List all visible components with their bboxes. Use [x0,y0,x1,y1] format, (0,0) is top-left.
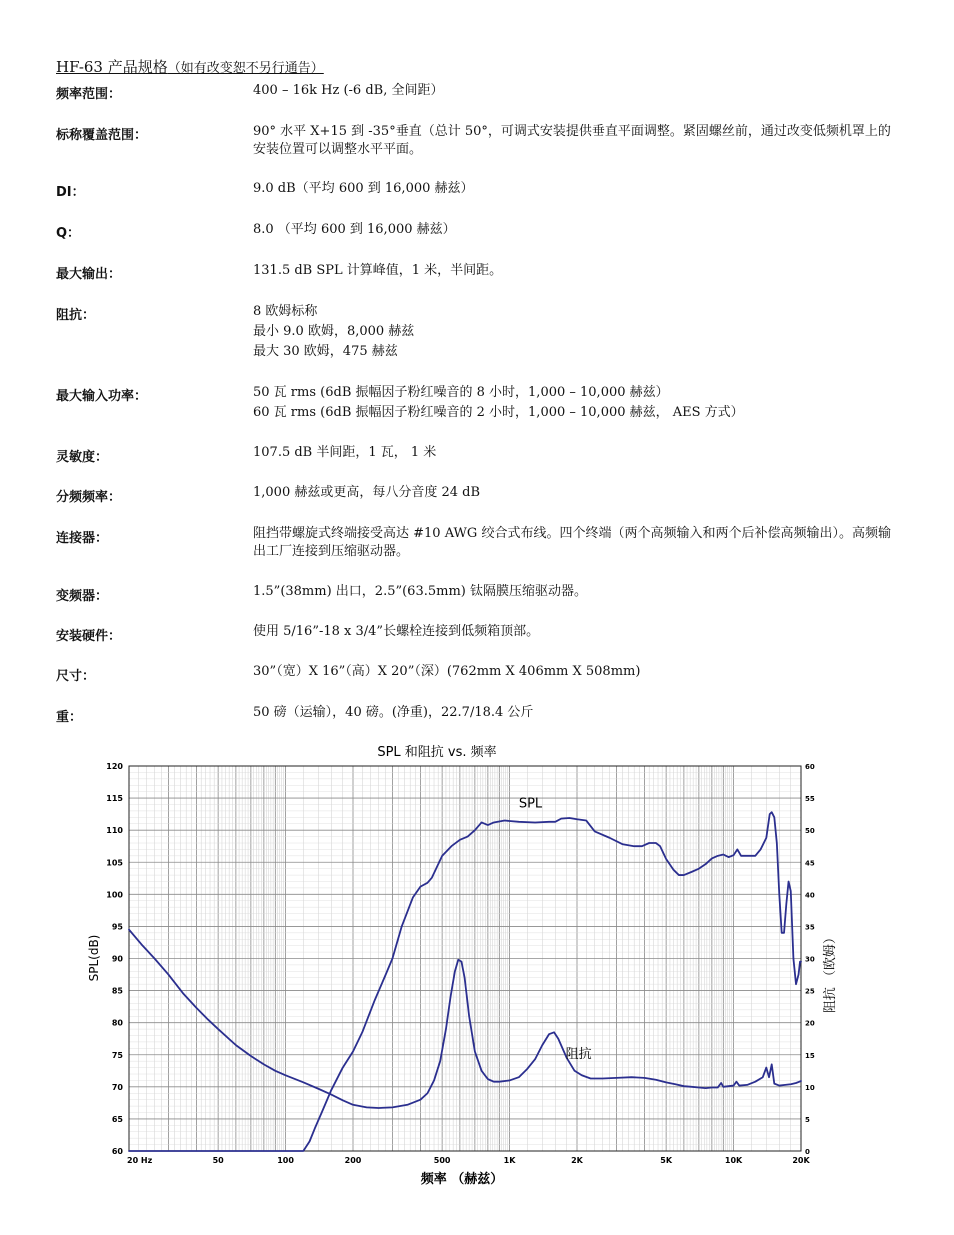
spec-line: 使用 5/16”-18 x 3/4”长螺栓连接到低频箱顶部。 [253,624,540,639]
spec-value-connectors [253,525,903,561]
spec-value-mounting-hardware [253,623,903,641]
spl-impedance-chart [0,735,954,1235]
impedance-curve [129,930,801,1108]
spec-value-transducer [253,583,903,601]
spec-label-q: Q： [56,226,81,241]
y-tick-label: 90 [111,954,123,964]
chart-grid [129,766,801,1151]
spec-value-q [253,221,903,239]
spec-label-max-output: 最大输出： [56,267,122,282]
spec-line: 131.5 dB SPL 计算峰值，1 米，半间距。 [253,263,503,278]
y-axis-label: SPL(dB) [87,934,101,982]
y-axis-ticks [106,762,123,1156]
spec-value-frequency-range [253,82,903,100]
spec-line: 9.0 dB（平均 600 到 16,000 赫兹） [253,181,474,196]
spec-label-impedance: 阻抗： [56,308,96,323]
y2-tick-label: 25 [805,987,815,996]
y-tick-label: 105 [106,858,123,868]
y-tick-label: 95 [111,922,123,932]
x-tick-label: 100 [277,1156,294,1165]
x-tick-label: 500 [433,1156,451,1165]
spec-value-max-input-power [253,383,903,423]
spec-value-sensitivity [253,444,903,462]
x-tick-label: 5K [660,1156,673,1165]
chart-series [129,812,801,1151]
spec-line: 最小 9.0 欧姆，8,000 赫兹 [253,324,415,339]
spec-line: 90° 水平 X+15 到 -35°垂直（总计 50°，可调式安装提供垂直平面调整。紧固螺丝前，通过改变低频机罩上的安装位置可以调整水平平面。 [253,124,891,157]
y-tick-label: 60 [111,1147,123,1156]
spec-line: 1,000 赫兹或更高，每八分音度 24 dB [253,485,481,500]
y2-tick-label: 55 [805,795,815,804]
spec-value-max-output [253,262,903,280]
y2-tick-label: 35 [805,923,815,932]
x-tick-label: 10K [724,1156,743,1165]
y2-tick-label: 40 [805,891,815,900]
spec-label-crossover: 分频频率： [56,490,122,505]
spec-line: 8.0 （平均 600 到 16,000 赫兹） [253,222,456,237]
y-tick-label: 75 [111,1050,123,1060]
spec-line: 50 瓦 rms (6dB 振幅因子粉红噪音的 8 小时，1,000 – 10,000 赫兹） [253,385,669,400]
x-tick-label: 20K [792,1156,810,1165]
y-tick-label: 120 [106,762,123,771]
spec-label-frequency-range: 频率范围： [56,87,122,102]
spec-line: 阻挡带螺旋式终端接受高达 #10 AWG 绞合式布线。四个终端（两个高频输入和两个后补偿高频输出）。高频输出工厂连接到压缩驱动器。 [253,526,891,559]
x-tick-label: 200 [344,1156,362,1165]
spec-line: 60 瓦 rms (6dB 振幅因子粉红噪音的 2 小时，1,000 – 10,000 赫兹， AES 方式） [253,405,744,420]
y2-axis-ticks [805,763,815,1156]
x-axis-label: 频率 （赫兹） [420,1172,504,1187]
spec-line: 最大 30 欧姆，475 赫兹 [253,344,398,359]
x-tick-label: 2K [571,1156,583,1165]
spec-value-di [253,180,903,198]
series-label: 阻抗 [565,1046,592,1062]
spec-line: 400 – 16k Hz (-6 dB, 全间距） [253,83,444,98]
spec-label-coverage: 标称覆盖范围： [56,128,148,143]
x-tick-label: 20 Hz [127,1156,153,1165]
y-tick-label: 65 [111,1114,123,1124]
y2-tick-label: 50 [805,827,815,836]
title-note: （如有改变恕不另行通告） [167,61,324,76]
spec-line: 1.5”(38mm) 出口，2.5”(63.5mm) 钛隔膜压缩驱动器。 [253,584,587,599]
y2-axis-label: 阻抗 （欧姆） [823,930,838,1014]
spec-line: 30”（宽）X 16”（高）X 20”（深）(762mm X 406mm X 508mm) [253,664,641,679]
x-tick-label: 1K [503,1156,516,1165]
y2-tick-label: 20 [805,1019,815,1028]
spec-label-weight: 重： [56,710,83,725]
spec-value-coverage [253,123,903,159]
spec-label-mounting-hardware: 安装硬件： [56,629,122,644]
title-main: HF-63 产品规格 [56,58,168,76]
y2-tick-label: 45 [805,859,815,868]
spec-label-connectors: 连接器： [56,531,109,546]
x-axis-ticks [127,1156,810,1165]
spec-line: 107.5 dB 半间距，1 瓦， 1 米 [253,445,437,460]
y-tick-label: 115 [106,794,123,804]
x-tick-label: 50 [212,1156,224,1165]
spec-line: 50 磅（运输），40 磅。(净重)，22.7/18.4 公斤 [253,705,534,720]
spec-value-dimensions [253,663,903,681]
y-tick-label: 100 [106,890,123,900]
y-tick-label: 110 [106,826,123,836]
spec-value-weight [253,704,903,722]
page-title [56,56,324,77]
spec-label-transducer: 变频器： [56,589,109,604]
y2-tick-label: 10 [805,1083,815,1092]
y-tick-label: 85 [111,986,123,996]
series-label: SPL [518,796,543,812]
spec-value-impedance [253,302,903,362]
y2-tick-label: 60 [805,763,815,771]
spec-label-di: DI： [56,185,85,200]
y2-tick-label: 5 [805,1115,810,1124]
y2-tick-label: 0 [805,1148,810,1156]
spec-label-dimensions: 尺寸： [56,669,96,684]
y-tick-label: 80 [111,1018,123,1028]
y-tick-label: 70 [111,1082,123,1092]
y2-tick-label: 30 [805,955,815,964]
spec-value-crossover [253,484,903,502]
spec-label-sensitivity: 灵敏度： [56,450,109,465]
spec-label-max-input-power: 最大输入功率： [56,389,148,404]
spec-line: 8 欧姆标称 [253,304,318,319]
chart-title: SPL 和阻抗 vs. 频率 [377,745,497,760]
y2-tick-label: 15 [805,1051,815,1060]
